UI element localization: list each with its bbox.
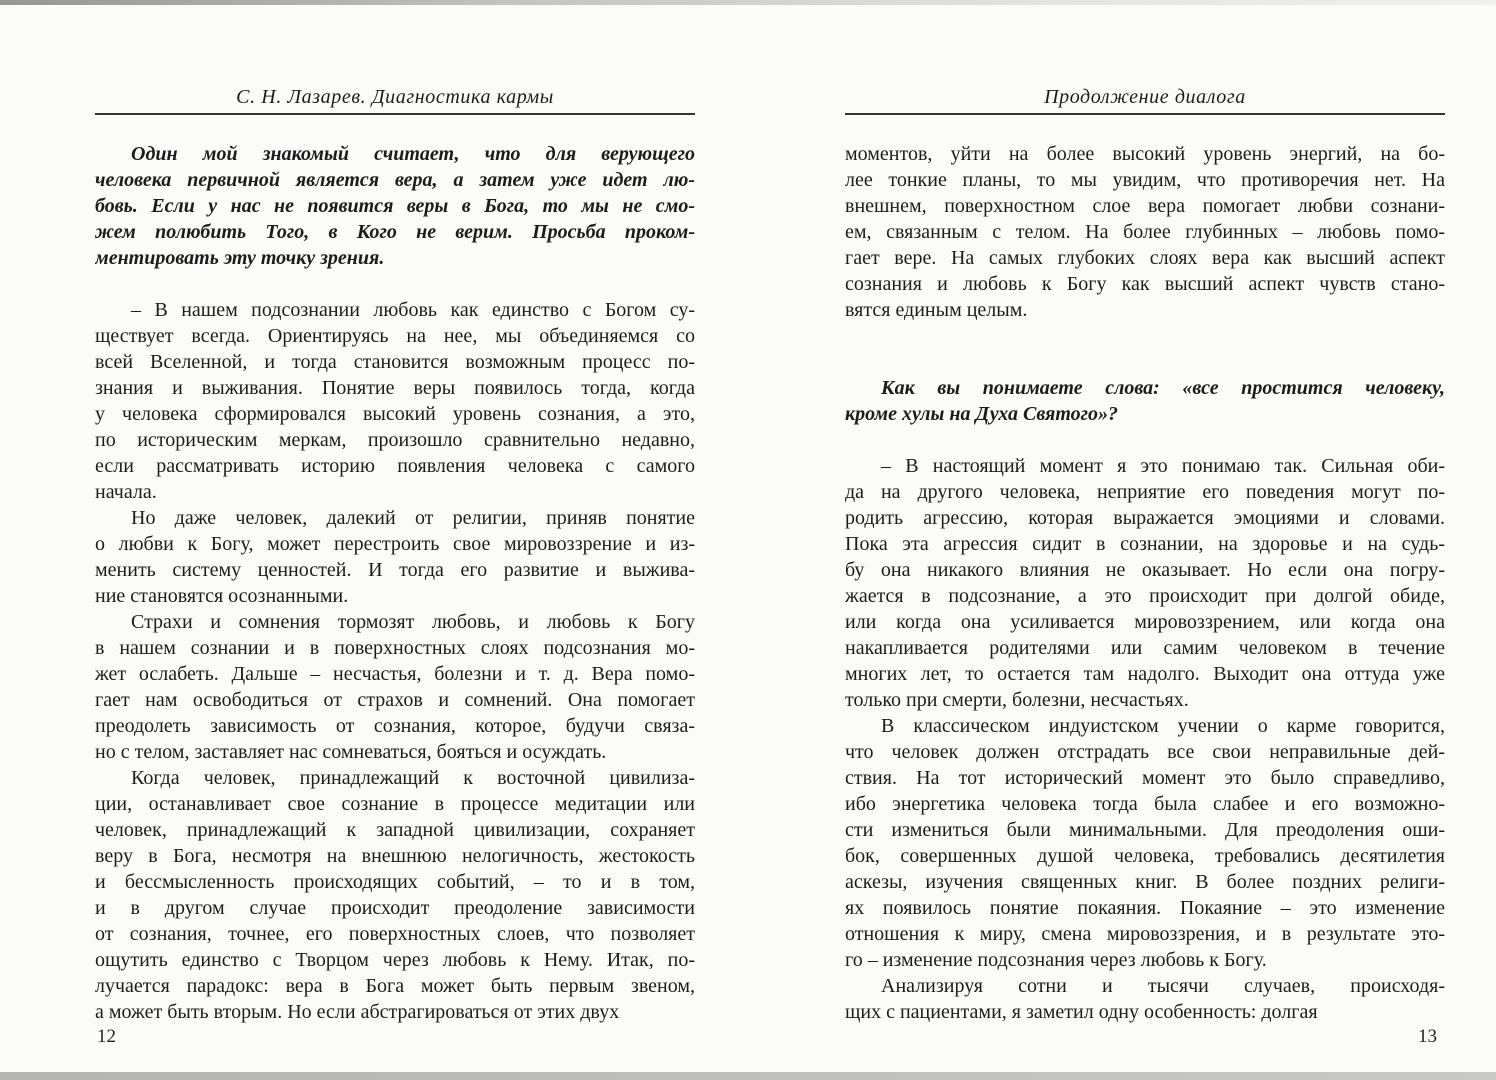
text-line: Один мой знакомый считает, что для верующего bbox=[131, 143, 695, 165]
text-line: Страхи и сомнения тормозят любовь, и любовь к Богу bbox=[131, 611, 695, 633]
text-line: щих с пациентами, я заметил одну особенность: долгая bbox=[845, 1001, 1318, 1023]
text-line: менить систему ценностей. И тогда его развитие и выжива- bbox=[95, 559, 695, 581]
text-line: родить агрессию, которая выражается эмоциями и словами. bbox=[845, 507, 1445, 529]
text-line: гает вере. На самых глубоких слоях вера как высший аспект bbox=[845, 247, 1445, 269]
text-line: человек, принадлежащий к западной цивилизации, сохраняет bbox=[95, 819, 695, 841]
text-line: знания и выживания. Понятие веры появилось тогда, когда bbox=[95, 377, 695, 399]
body-paragraph bbox=[95, 609, 695, 765]
running-header-right: Продолжение диалога bbox=[1044, 86, 1246, 108]
text-line: жем полюбить Того, в Кого не верим. Просьба проком- bbox=[95, 221, 695, 243]
body-paragraph bbox=[845, 713, 1445, 973]
text-line: преодолеть зависимость от сознания, которое, будучи связа- bbox=[95, 715, 695, 737]
right-page bbox=[845, 0, 1445, 1080]
text-line: го – изменение подсознания через любовь к Богу. bbox=[845, 949, 1267, 971]
body-paragraph bbox=[845, 141, 1445, 323]
page-body-left bbox=[95, 141, 695, 1025]
text-line: если рассматривать историю появления человека с самого bbox=[95, 455, 695, 477]
body-paragraph bbox=[95, 297, 695, 505]
text-line: аскезы, изучения священных книг. В более поздних религи- bbox=[845, 871, 1445, 893]
question-paragraph bbox=[845, 375, 1445, 427]
page-number-left: 12 bbox=[97, 1026, 116, 1047]
text-line: но с телом, заставляет нас сомневаться, бояться и осуждать. bbox=[95, 741, 607, 763]
text-line: и в другом случае происходит преодоление зависимости bbox=[95, 897, 695, 919]
body-paragraph bbox=[845, 973, 1445, 1025]
text-line: – В настоящий момент я это понимаю так. Сильная оби- bbox=[881, 455, 1445, 477]
running-header-left: С. Н. Лазарев. Диагностика кармы bbox=[236, 86, 554, 108]
text-line: лее тонкие планы, то мы увидим, что противоречия нет. На bbox=[845, 169, 1445, 191]
text-line: ощутить единство с Творцом через любовь к Нему. Итак, по- bbox=[95, 949, 695, 971]
text-line: моментов, уйти на более высокий уровень энергий, на бо- bbox=[845, 143, 1445, 165]
text-line: в нашем сознании и в поверхностных слоях подсознания мо- bbox=[95, 637, 695, 659]
page-number-right: 13 bbox=[1418, 1026, 1437, 1047]
text-line: бу она никакого влияния не оказывает. Но если она погру- bbox=[845, 559, 1445, 581]
text-line: накапливается родителями или самим человеком в течение bbox=[845, 637, 1445, 659]
text-line: кроме хулы на Духа Святого»? bbox=[845, 403, 1119, 425]
text-line: ствия. На тот исторический момент это было справедливо, bbox=[845, 767, 1445, 789]
text-line: гает нам освободиться от страхов и сомнений. Она помогает bbox=[95, 689, 695, 711]
text-line: сознания и любовь к Богу как высший аспект чувств стано- bbox=[845, 273, 1445, 295]
text-line: да на другого человека, неприятие его поведения могут по- bbox=[845, 481, 1445, 503]
text-line: только при смерти, болезни, несчастьях. bbox=[845, 689, 1189, 711]
text-line: внешнем, поверхностном слое вера помогает любви сознани- bbox=[845, 195, 1445, 217]
text-line: Но даже человек, далекий от религии, приняв понятие bbox=[131, 507, 695, 529]
body-paragraph bbox=[845, 453, 1445, 713]
text-line: или когда она усиливается мировоззрением, или когда она bbox=[845, 611, 1445, 633]
text-line: человека первичной является вера, а затем уже идет лю- bbox=[95, 169, 695, 191]
text-line: Анализируя сотни и тысячи случаев, происходя- bbox=[881, 975, 1445, 997]
text-line: лучается парадокс: вера в Бога может быть первым звеном, bbox=[95, 975, 695, 997]
text-line: ние становятся осознанными. bbox=[95, 585, 349, 607]
text-line: Пока эта агрессия сидит в сознании, на здоровье и на судь- bbox=[845, 533, 1445, 555]
text-line: ции, останавливает свое сознание в процессе медитации или bbox=[95, 793, 695, 815]
text-line: В классическом индуистском учении о карме говорится, bbox=[881, 715, 1445, 737]
question-paragraph bbox=[95, 141, 695, 271]
text-line: что человек должен отстрадать все свои неправильные дей- bbox=[845, 741, 1445, 763]
page-body-right bbox=[845, 141, 1445, 1025]
text-line: жет ослабеть. Дальше – несчастья, болезни и т. д. Вера помо- bbox=[95, 663, 695, 685]
body-paragraph bbox=[95, 505, 695, 609]
text-line: у человека сформировался высокий уровень сознания, а это, bbox=[95, 403, 695, 425]
text-line: бовь. Если у нас не появится веры в Бога, то мы не смо- bbox=[95, 195, 695, 217]
text-line: веру в Бога, несмотря на внешнюю нелогичность, жестокость bbox=[95, 845, 695, 867]
text-line: сти измениться были минимальными. Для преодоления оши- bbox=[845, 819, 1445, 841]
text-line: от сознания, точнее, его поверхностных слоев, что позволяет bbox=[95, 923, 695, 945]
text-line: вятся единым целым. bbox=[845, 299, 1028, 321]
text-line: многих лет, то остается там надолго. Выходит она оттуда уже bbox=[845, 663, 1445, 685]
text-line: ем, связанным с телом. На более глубинных – любовь помо- bbox=[845, 221, 1445, 243]
text-line: всей Вселенной, и тогда становится возможным процесс по- bbox=[95, 351, 695, 373]
text-line: ибо энергетика человека тогда была слабее и его возможно- bbox=[845, 793, 1445, 815]
text-line: и бессмысленность происходящих событий, – то и в том, bbox=[95, 871, 695, 893]
text-line: Когда человек, принадлежащий к восточной цивилиза- bbox=[131, 767, 695, 789]
text-line: а может быть вторым. Но если абстрагироваться от этих двух bbox=[95, 1001, 620, 1023]
body-paragraph bbox=[95, 765, 695, 1025]
text-line: жается в подсознание, а это происходит при долгой обиде, bbox=[845, 585, 1445, 607]
text-line: бок, совершенных душой человека, требовались десятилетия bbox=[845, 845, 1445, 867]
text-line: Как вы понимаете слова: «все простится человеку, bbox=[881, 377, 1445, 399]
text-line: о любви к Богу, может перестроить свое мировоззрение и из- bbox=[95, 533, 695, 555]
header-rule-left bbox=[95, 113, 695, 115]
header-rule-right bbox=[845, 113, 1445, 115]
text-line: по историческим меркам, произошло сравнительно недавно, bbox=[95, 429, 695, 451]
left-page bbox=[95, 0, 695, 1080]
text-line: ментировать эту точку зрения. bbox=[95, 247, 385, 269]
text-line: отношения к миру, смена мировоззрения, и в результате это- bbox=[845, 923, 1445, 945]
text-line: начала. bbox=[95, 481, 157, 503]
text-line: ях появилось понятие покаяния. Покаяние – это изменение bbox=[845, 897, 1445, 919]
text-line: – В нашем подсознании любовь как единство с Богом су- bbox=[131, 299, 695, 321]
text-line: ществует всегда. Ориентируясь на нее, мы объединяемся со bbox=[95, 325, 695, 347]
